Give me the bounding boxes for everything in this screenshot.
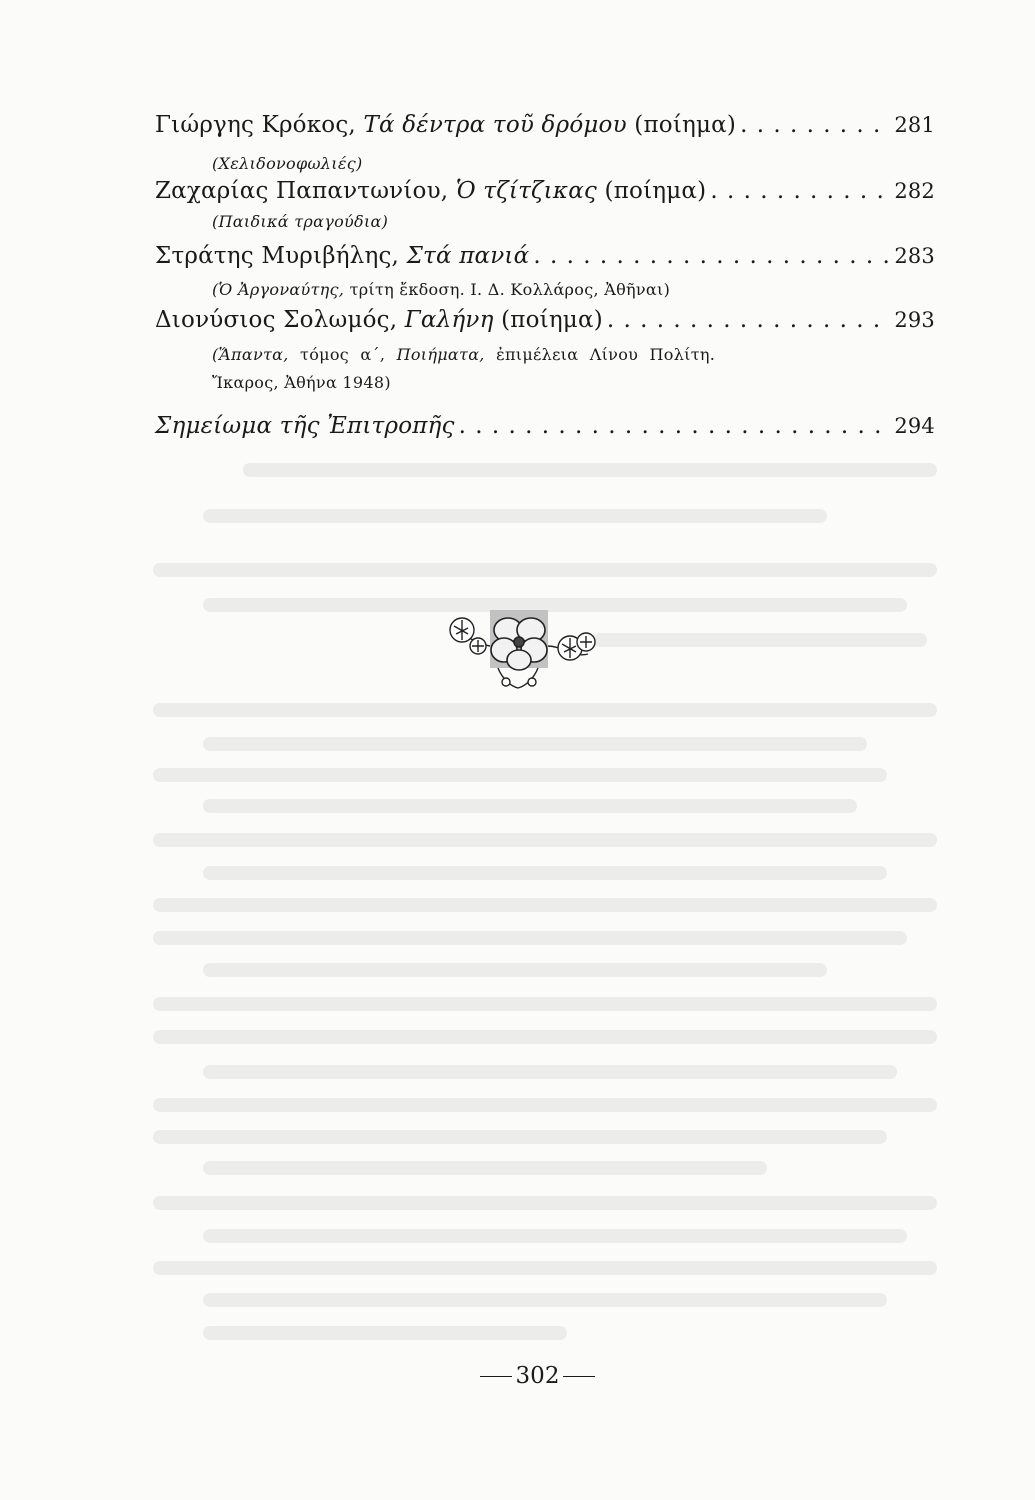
toc-entry: [155, 178, 935, 204]
dot-leader: [533, 243, 888, 269]
entry-title: Γαλήνη: [404, 307, 494, 333]
page-number-value: 302: [515, 1363, 560, 1389]
source-volume: τόμος α΄,: [300, 345, 386, 364]
page-number: [480, 1363, 595, 1389]
stem-icon: [498, 668, 538, 688]
entry-author: Στράτης Μυριβήλης,: [155, 243, 400, 269]
entry-page: 281: [894, 113, 935, 137]
entry-page: 283: [894, 244, 935, 268]
entry-title: Σημείωμα τῆς Ἐπιτροπῆς: [155, 413, 455, 439]
source-title: (Ὁ Ἀργοναύτης,: [212, 280, 345, 299]
toc-entry: [155, 307, 935, 333]
entry-author: Διονύσιος Σολωμός,: [155, 307, 398, 333]
source-title: (Ἅπαντα,: [212, 345, 289, 364]
source-subtitle: Ποιήματα,: [396, 345, 485, 364]
entry-title: Τά δέντρα τοῦ δρόμου: [363, 112, 627, 138]
dot-leader: [710, 178, 888, 204]
leaf-left-icon: [450, 618, 490, 654]
entry-note: (ποίημα): [634, 112, 737, 138]
entry-source-continued: [212, 373, 391, 392]
toc-entry: [155, 243, 935, 269]
entry-title: Ὁ τζίτζικας: [455, 178, 598, 204]
dot-leader: [607, 307, 888, 333]
entry-source: (Παιδικά τραγούδια): [212, 212, 389, 231]
entry-source: [212, 280, 670, 299]
entry-page: 282: [894, 179, 935, 203]
folio-dash-right: [563, 1376, 595, 1377]
entry-author: Γιώργης Κρόκος,: [155, 112, 356, 138]
dot-leader: [459, 413, 889, 439]
source-editor: ἐπιμέλεια Λίνου Πολίτη.: [496, 345, 716, 364]
toc-entry: [155, 413, 935, 439]
entry-note: (ποίημα): [501, 307, 603, 333]
entry-source: (Χελιδονοφωλιές): [212, 154, 363, 173]
folio-dash-left: [480, 1376, 512, 1377]
flower-ornament: [438, 602, 598, 694]
entry-note: (ποίημα): [604, 178, 707, 204]
entry-page: 293: [894, 308, 935, 332]
dot-leader: [740, 112, 888, 138]
source-publisher: Ἴκαρος, Ἀθήνα 1948): [212, 373, 391, 392]
entry-page: 294: [894, 414, 935, 438]
entry-title: Στά πανιά: [406, 243, 530, 269]
toc-entry: [155, 112, 935, 138]
source-details: τρίτη ἔκδοση. Ι. Δ. Κολλάρος, Ἀθῆναι): [349, 280, 671, 299]
entry-author: Ζαχαρίας Παπαντωνίου,: [155, 178, 449, 204]
leaf-right-icon: [548, 633, 595, 660]
entry-source: [212, 345, 715, 364]
